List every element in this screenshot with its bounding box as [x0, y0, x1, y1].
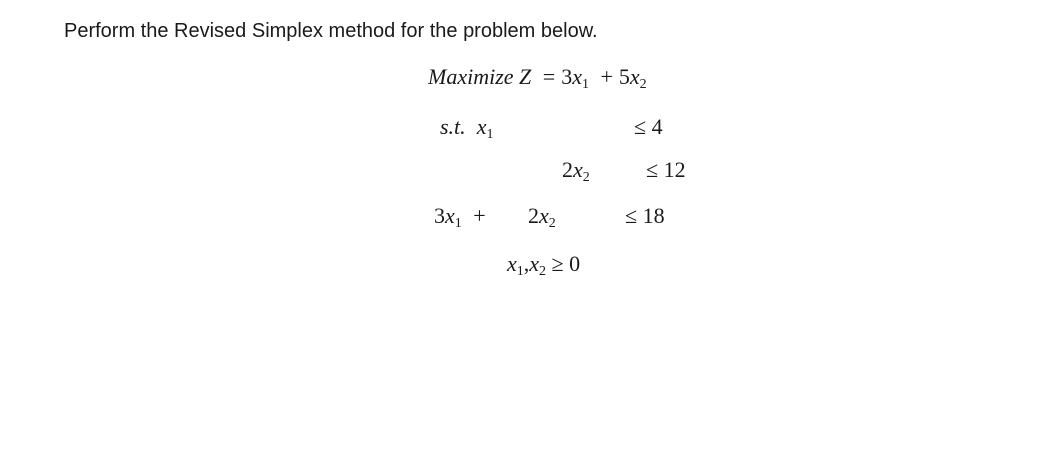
constraint-1-lhs	[440, 114, 493, 140]
subject-to-label: s.t.	[440, 114, 466, 139]
constraint-2-value: 12	[663, 157, 686, 182]
objective-plus: +	[600, 64, 613, 89]
constraint-3-sub2: 2	[548, 216, 556, 231]
constraint-3-coef1: 3	[434, 203, 445, 228]
objective-equals: =	[542, 64, 556, 89]
constraint-2-sub: 2	[582, 170, 590, 185]
constraint-3-sub1: 1	[454, 216, 462, 231]
objective-z: Z	[519, 64, 532, 89]
constraint-2-var: x	[573, 157, 583, 182]
constraint-2-coef: 2	[562, 157, 573, 182]
maximize-word: Maximize	[428, 64, 514, 89]
nonneg-sub1: 1	[516, 264, 524, 279]
constraint-2-rhs	[646, 157, 686, 183]
nonnegativity-constraint	[507, 251, 580, 277]
constraint-3-var1: x	[445, 203, 455, 228]
constraint-3-term-2	[528, 203, 556, 229]
nonneg-relation: ≥	[551, 251, 564, 276]
nonneg-var2: x	[529, 251, 540, 276]
nonneg-comma: ,	[523, 251, 530, 276]
constraint-2-relation: ≤	[646, 157, 659, 182]
objective-var2: x	[629, 64, 640, 89]
constraint-3-term-1	[434, 203, 492, 229]
objective-sub2: 2	[639, 77, 647, 92]
constraint-1-sub: 1	[486, 127, 494, 142]
objective-var1: x	[572, 64, 582, 89]
instruction-text: Perform the Revised Simplex method for the problem below.	[64, 20, 598, 42]
constraint-3-rhs	[625, 203, 665, 229]
constraint-1-value: 4	[651, 114, 663, 139]
nonneg-var1: x	[507, 251, 517, 276]
nonneg-sub2: 2	[539, 264, 547, 279]
nonneg-value: 0	[569, 251, 581, 276]
constraint-3-plus: +	[473, 203, 486, 228]
constraint-3-relation: ≤	[625, 203, 638, 228]
objective-coef2: 5	[618, 64, 630, 89]
constraint-3-value: 18	[642, 203, 665, 228]
constraint-2-lhs	[562, 157, 590, 183]
constraint-3-var2: x	[539, 203, 549, 228]
constraint-1-relation: ≤	[634, 114, 647, 139]
objective-function	[428, 64, 647, 90]
objective-coef1: 3	[561, 64, 573, 89]
objective-sub1: 1	[581, 77, 589, 92]
constraint-1-var: x	[476, 114, 487, 139]
constraint-1-rhs	[634, 114, 663, 140]
constraint-3-coef2: 2	[528, 203, 539, 228]
